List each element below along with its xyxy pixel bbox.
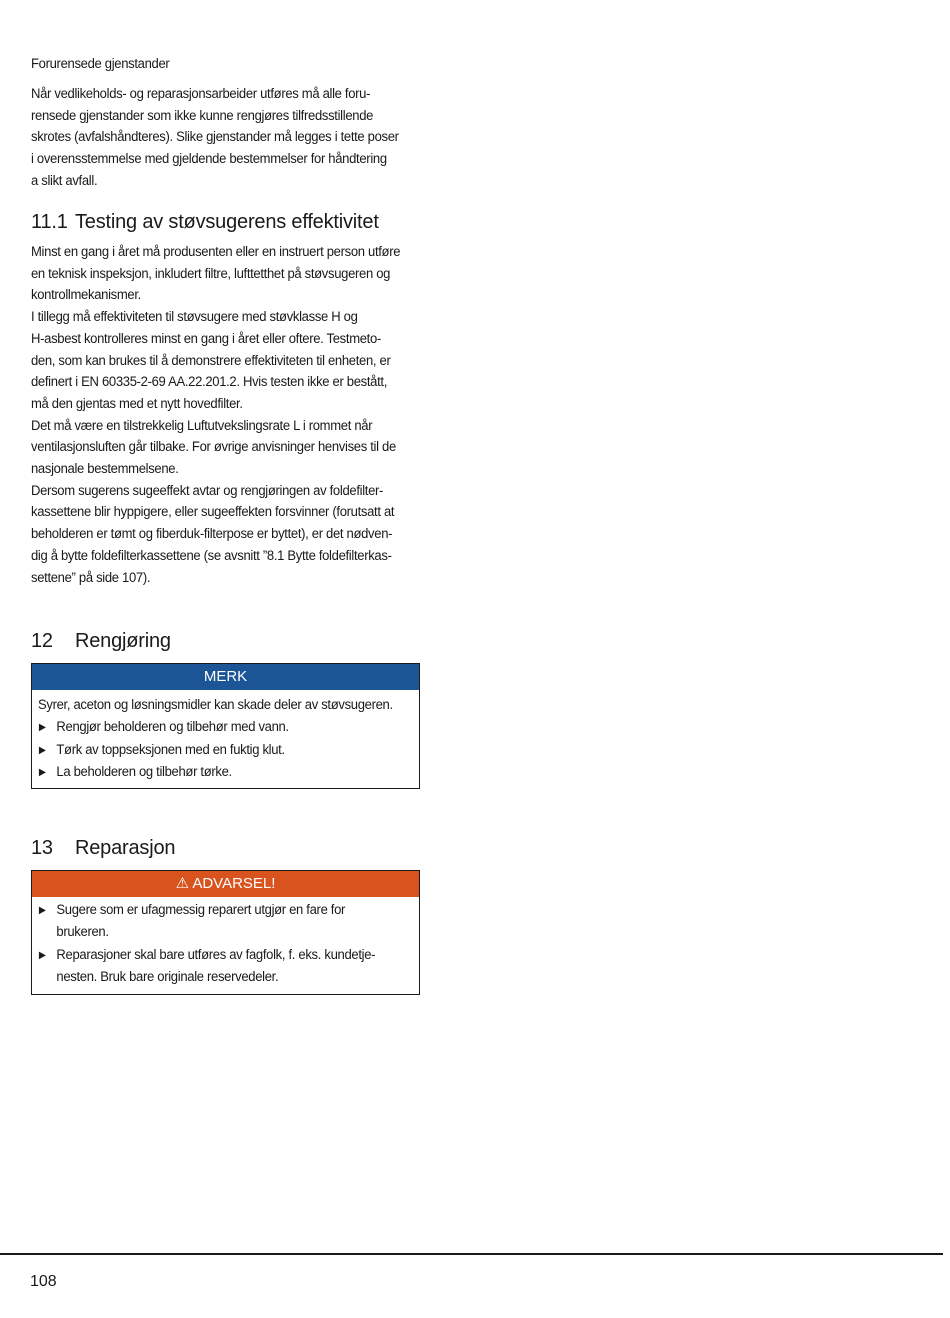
list-item: [38, 762, 424, 784]
warning-content: [32, 897, 419, 994]
list-item-text: nesten. Bruk bare originale reservedeler.: [56, 969, 279, 986]
text-line: kontrollmekanismer.: [31, 287, 141, 304]
text-line: nasjonale bestemmelsene.: [31, 461, 179, 478]
text-line: ventilasjonsluften går tilbake. For øvrige anvisninger henvises til de: [31, 439, 396, 456]
triangle-right-icon: ▶: [38, 767, 46, 779]
section-number: 11.1: [31, 211, 68, 233]
paragraph: [31, 307, 421, 416]
text-line: dig å bytte foldefilterkassettene (se avsnitt ”8.1 Bytte foldefilterkas-: [31, 547, 392, 564]
text-line: H-asbest kontrolleres minst en gang i året eller oftere. Testmeto-: [31, 330, 381, 347]
text-line: rensede gjenstander som ikke kunne rengjøres tilfredsstillende: [31, 107, 374, 124]
notice-box: [31, 663, 420, 789]
triangle-right-icon: ▶: [38, 905, 46, 916]
text-line: i overensstemmelse med gjeldende bestemmelser for håndtering: [31, 151, 387, 168]
text-line: Minst en gang i året må produsenten eller en instruert person utføre: [31, 244, 401, 260]
list-item-text: La beholderen og tilbehør tørke.: [56, 764, 232, 781]
section-number: 12: [31, 630, 53, 652]
text-line: I tillegg må effektiviteten til støvsugere med støvklasse H og: [31, 309, 358, 326]
paragraph: [31, 242, 421, 307]
text-line: settene” på side 107).: [31, 569, 151, 586]
list-item-text: brukeren.: [56, 923, 109, 940]
triangle-right-icon: ▶: [38, 744, 46, 756]
triangle-right-icon: ▶: [38, 950, 46, 962]
warning-label: ⚠ ADVARSEL!: [32, 871, 419, 897]
footer-divider: [0, 1253, 943, 1255]
section-heading-12: [31, 630, 171, 653]
list-item: [38, 740, 424, 762]
text-line: Dersom sugerens sugeeffekt avtar og rengjøringen av foldefilter-: [31, 482, 384, 499]
list-item: [38, 717, 424, 739]
list-item-text: Tørk av toppseksjonen med en fuktig klut.: [56, 741, 285, 758]
section-title: Rengjøring: [75, 630, 171, 652]
text-line: skrotes (avfalshåndteres). Slike gjenstander må legges i tette poser: [31, 129, 399, 146]
text-line: beholderen er tømt og fiberduk-filterpose er byttet), er det nødven-: [31, 526, 393, 543]
list-item: [38, 945, 424, 988]
text-line: Det må være en tilstrekkelig Luftutvekslingsrate L i rommet når: [31, 417, 373, 434]
triangle-right-icon: ▶: [38, 722, 46, 733]
text-line: definert i EN 60335-2-69 AA.22.201.2. Hvis testen ikke er bestått,: [31, 374, 388, 391]
contaminated-items-paragraph: [31, 84, 421, 193]
text-line: en teknisk inspeksjon, inkludert filtre, lufttetthet på støvsugeren og: [31, 265, 391, 282]
section-11-1-body: [31, 242, 421, 589]
list-item-text: Rengjør beholderen og tilbehør med vann.: [56, 719, 289, 735]
section-title: Reparasjon: [75, 837, 176, 859]
notice-intro: Syrer, aceton og løsningsmidler kan skade deler av støvsugeren.: [38, 697, 393, 713]
text-line: a slikt avfall.: [31, 172, 98, 189]
text-line: må den gjentas med et nytt hovedfilter.: [31, 395, 243, 412]
section-title: Testing av støvsugerens effektivitet: [75, 211, 379, 233]
subheading-contaminated-items: Forurensede gjenstander: [31, 56, 170, 72]
paragraph: [31, 416, 421, 481]
notice-label: MERK: [32, 664, 419, 690]
page-number: 108: [30, 1273, 57, 1290]
paragraph: [31, 481, 421, 590]
text-line: kassettene blir hyppigere, eller sugeeffekten forsvinner (forutsatt at: [31, 504, 395, 521]
list-item: [38, 900, 424, 943]
section-number: 13: [31, 837, 53, 859]
text-line: Når vedlikeholds- og reparasjonsarbeider utføres må alle foru-: [31, 86, 371, 102]
warning-box: [31, 870, 420, 995]
notice-content: [32, 690, 419, 788]
list-item-text: Reparasjoner skal bare utføres av fagfolk, f. eks. kundetje-: [56, 947, 376, 964]
section-heading-13: [31, 837, 175, 860]
section-heading-11-1: [31, 211, 379, 234]
text-line: den, som kan brukes til å demonstrere effektiviteten til enheten, er: [31, 352, 391, 369]
list-item-text: Sugere som er ufagmessig reparert utgjør en fare for: [56, 902, 346, 918]
